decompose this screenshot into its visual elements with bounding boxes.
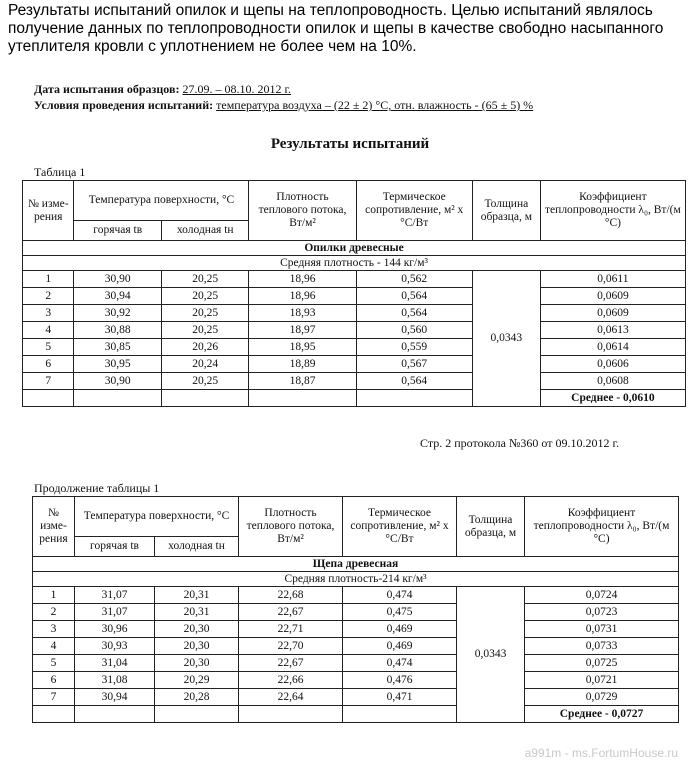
measure-num-cell: 6 (33, 672, 75, 689)
resistance-cell: 0,564 (356, 288, 472, 305)
density-chips: Средняя плотность-214 кг/м³ (33, 572, 679, 587)
table-row (23, 322, 686, 339)
conductivity-cell: 0,0721 (525, 672, 679, 689)
cold-temp-cell: 20,29 (155, 672, 239, 689)
measure-num-cell: 4 (23, 322, 74, 339)
measure-num-cell: 5 (23, 339, 74, 356)
empty-cell (356, 390, 472, 407)
thickness-cell: 0,0343 (472, 271, 540, 407)
test-date-line (34, 82, 291, 97)
table-row (33, 689, 679, 706)
hot-temp-cell: 30,85 (74, 339, 162, 356)
section-chips: Щепа древесная (33, 557, 679, 572)
cold-temp-cell: 20,26 (161, 339, 249, 356)
average-row (23, 390, 686, 407)
hot-temp-cell: 30,93 (75, 638, 155, 655)
table-row (33, 621, 679, 638)
header-hot: горячая tв (74, 221, 162, 241)
test-conditions-line (34, 98, 533, 113)
table2-label: Продолжение таблицы 1 (34, 481, 160, 495)
heat-flux-cell: 22,64 (239, 689, 343, 706)
resistance-cell: 0,469 (343, 638, 457, 655)
cold-temp-cell: 20,25 (161, 373, 249, 390)
measure-num-cell: 2 (23, 288, 74, 305)
resistance-cell: 0,562 (356, 271, 472, 288)
cold-temp-cell: 20,25 (161, 305, 249, 322)
measure-num-cell: 3 (33, 621, 75, 638)
hot-temp-cell: 31,04 (75, 655, 155, 672)
conductivity-cell: 0,0614 (540, 339, 685, 356)
test-date-label: Дата испытания образцов: (34, 82, 180, 96)
measure-num-cell: 4 (33, 638, 75, 655)
header-hot: горячая tв (75, 537, 155, 557)
resistance-cell: 0,474 (343, 655, 457, 672)
conductivity-cell: 0,0729 (525, 689, 679, 706)
watermark: a991m - ms.FortumHouse.ru (524, 746, 678, 760)
cold-temp-cell: 20,31 (155, 604, 239, 621)
header-thickness: Толщина образца, м (457, 497, 525, 557)
measure-num-cell: 6 (23, 356, 74, 373)
table-row (33, 604, 679, 621)
density-sawdust: Средняя плотность - 144 кг/м³ (23, 256, 686, 271)
measure-num-cell: 1 (33, 587, 75, 604)
resistance-cell: 0,471 (343, 689, 457, 706)
hot-temp-cell: 30,88 (74, 322, 162, 339)
empty-cell (75, 706, 155, 723)
heat-flux-cell: 18,96 (249, 288, 356, 305)
conductivity-cell: 0,0724 (525, 587, 679, 604)
results-table-2 (32, 496, 679, 723)
conductivity-cell: 0,0725 (525, 655, 679, 672)
resistance-cell: 0,560 (356, 322, 472, 339)
table-row (23, 305, 686, 322)
heat-flux-cell: 22,71 (239, 621, 343, 638)
heat-flux-cell: 22,68 (239, 587, 343, 604)
resistance-cell: 0,564 (356, 373, 472, 390)
empty-cell (23, 390, 74, 407)
conductivity-cell: 0,0609 (540, 305, 685, 322)
heat-flux-cell: 22,70 (239, 638, 343, 655)
empty-cell (343, 706, 457, 723)
table1-body (23, 181, 686, 407)
conductivity-cell: 0,0608 (540, 373, 685, 390)
table2-body (33, 497, 679, 723)
table-row (33, 587, 679, 604)
cold-temp-cell: 20,28 (155, 689, 239, 706)
header-measure-num: № изме- рения (23, 181, 74, 241)
cold-temp-cell: 20,25 (161, 322, 249, 339)
hot-temp-cell: 31,07 (75, 587, 155, 604)
header-heat-flux: Плотность теплового потока, Вт/м² (249, 181, 356, 241)
results-table-1 (22, 180, 686, 407)
measure-num-cell: 7 (23, 373, 74, 390)
cold-temp-cell: 20,25 (161, 288, 249, 305)
conductivity-cell: 0,0609 (540, 288, 685, 305)
table-row (33, 672, 679, 689)
test-conditions-label: Условия проведения испытаний: (34, 98, 214, 112)
empty-cell (249, 390, 356, 407)
cold-temp-cell: 20,31 (155, 587, 239, 604)
header-measure-num: № изме- рения (33, 497, 75, 557)
hot-temp-cell: 30,92 (74, 305, 162, 322)
measure-num-cell: 2 (33, 604, 75, 621)
average-row (33, 706, 679, 723)
heat-flux-cell: 18,96 (249, 271, 356, 288)
heat-flux-cell: 22,67 (239, 604, 343, 621)
resistance-cell: 0,469 (343, 621, 457, 638)
empty-cell (33, 706, 75, 723)
heat-flux-cell: 18,93 (249, 305, 356, 322)
header-conductivity: Коэффициент теплопроводности λ₀, Вт/(м °С) (540, 181, 685, 241)
cold-temp-cell: 20,30 (155, 638, 239, 655)
intro-paragraph: Результаты испытаний опилок и щепы на теплопроводность. Целью испытаний являлось получение данных по теплопроводности опилок и щепы в качестве свободно насыпанного утеплителя кровли с уплотнением не более чем на 10%. (8, 2, 664, 55)
header-thermal-resistance: Термическое сопротивление, м² х °С/Вт (343, 497, 457, 557)
measure-num-cell: 3 (23, 305, 74, 322)
header-temperature: Температура поверхности, °С (74, 181, 249, 221)
table-row (23, 339, 686, 356)
header-thickness: Толщина образца, м (472, 181, 540, 241)
test-conditions-value: температура воздуха – (22 ± 2) °С, отн. влажность - (65 ± 5) % (216, 98, 534, 112)
thickness-cell: 0,0343 (457, 587, 525, 723)
average-value: Среднее - 0,0610 (540, 390, 685, 407)
resistance-cell: 0,476 (343, 672, 457, 689)
resistance-cell: 0,567 (356, 356, 472, 373)
resistance-cell: 0,564 (356, 305, 472, 322)
cold-temp-cell: 20,30 (155, 655, 239, 672)
table-row (23, 288, 686, 305)
conductivity-cell: 0,0731 (525, 621, 679, 638)
hot-temp-cell: 30,90 (74, 271, 162, 288)
header-temperature: Температура поверхности, °С (75, 497, 239, 537)
hot-temp-cell: 30,90 (74, 373, 162, 390)
conductivity-cell: 0,0613 (540, 322, 685, 339)
table-row (23, 356, 686, 373)
header-cold: холодная tн (155, 537, 239, 557)
measure-num-cell: 1 (23, 271, 74, 288)
cold-temp-cell: 20,30 (155, 621, 239, 638)
conductivity-cell: 0,0733 (525, 638, 679, 655)
hot-temp-cell: 31,07 (75, 604, 155, 621)
heat-flux-cell: 22,67 (239, 655, 343, 672)
heat-flux-cell: 18,97 (249, 322, 356, 339)
heat-flux-cell: 18,95 (249, 339, 356, 356)
empty-cell (155, 706, 239, 723)
hot-temp-cell: 30,96 (75, 621, 155, 638)
cold-temp-cell: 20,25 (161, 271, 249, 288)
resistance-cell: 0,475 (343, 604, 457, 621)
measure-num-cell: 5 (33, 655, 75, 672)
table-row (33, 655, 679, 672)
measure-num-cell: 7 (33, 689, 75, 706)
table1-label: Таблица 1 (34, 165, 86, 179)
empty-cell (161, 390, 249, 407)
header-conductivity: Коэффициент теплопроводности λ₀, Вт/(м °С) (525, 497, 679, 557)
average-value: Среднее - 0,0727 (525, 706, 679, 723)
heat-flux-cell: 22,66 (239, 672, 343, 689)
conductivity-cell: 0,0611 (540, 271, 685, 288)
conductivity-cell: 0,0606 (540, 356, 685, 373)
hot-temp-cell: 30,94 (75, 689, 155, 706)
hot-temp-cell: 30,94 (74, 288, 162, 305)
table-row (33, 638, 679, 655)
hot-temp-cell: 31,08 (75, 672, 155, 689)
cold-temp-cell: 20,24 (161, 356, 249, 373)
section-sawdust: Опилки древесные (23, 241, 686, 256)
header-heat-flux: Плотность теплового потока, Вт/м² (239, 497, 343, 557)
conductivity-cell: 0,0723 (525, 604, 679, 621)
table-row (23, 373, 686, 390)
header-thermal-resistance: Термическое сопротивление, м² х °С/Вт (356, 181, 472, 241)
heat-flux-cell: 18,87 (249, 373, 356, 390)
resistance-cell: 0,559 (356, 339, 472, 356)
table-row (23, 271, 686, 288)
empty-cell (239, 706, 343, 723)
page-reference: Стр. 2 протокола №360 от 09.10.2012 г. (420, 436, 620, 450)
heat-flux-cell: 18,89 (249, 356, 356, 373)
header-cold: холодная tн (161, 221, 249, 241)
empty-cell (74, 390, 162, 407)
hot-temp-cell: 30,95 (74, 356, 162, 373)
results-title: Результаты испытаний (270, 136, 430, 152)
test-date-value: 27.09. – 08.10. 2012 г. (182, 82, 292, 96)
resistance-cell: 0,474 (343, 587, 457, 604)
